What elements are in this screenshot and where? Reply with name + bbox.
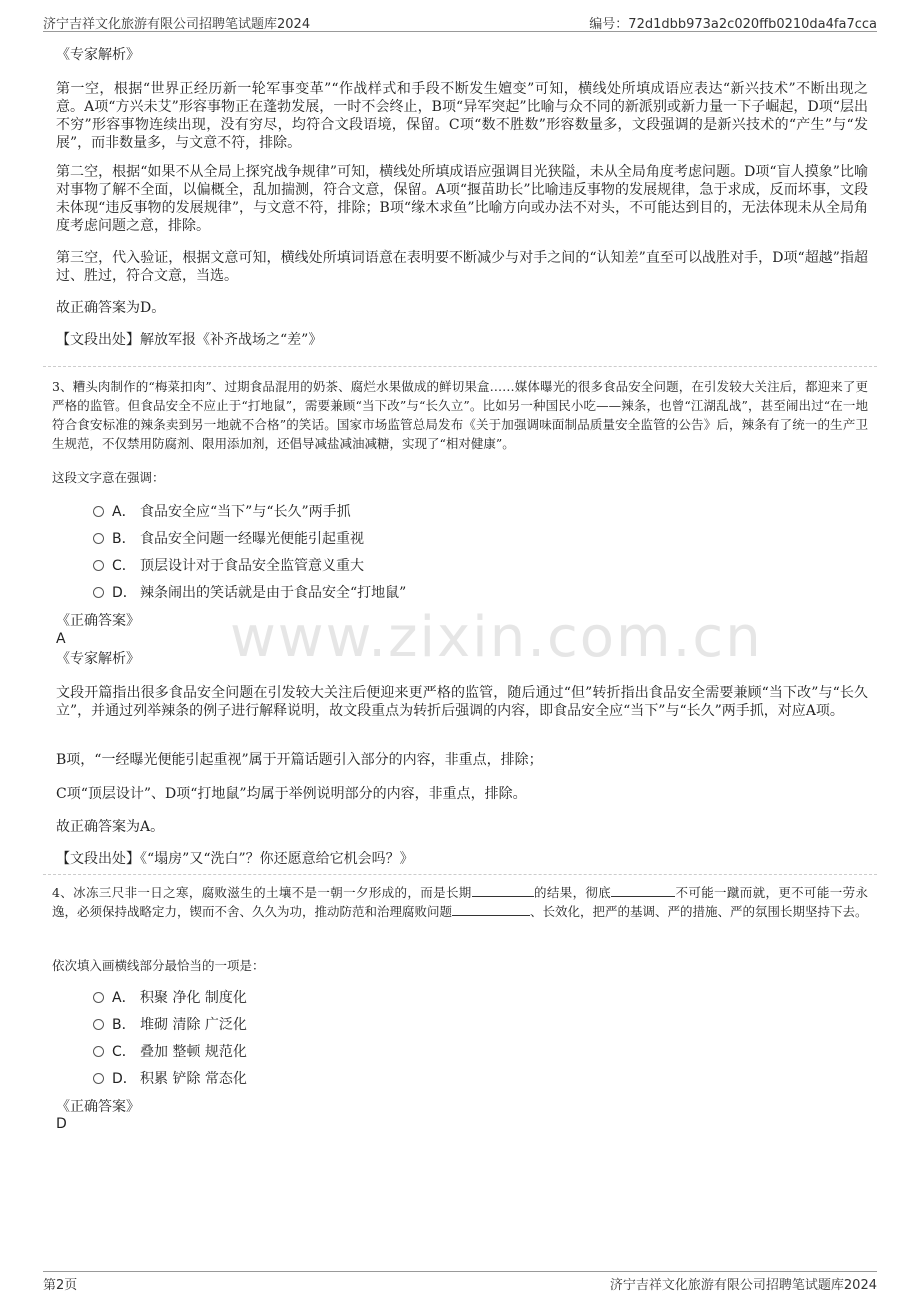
radio-icon[interactable] bbox=[93, 1073, 104, 1084]
q4-option-a[interactable]: A． 积聚 净化 制度化 bbox=[93, 988, 247, 1008]
q3-prompt: 这段文字意在强调： bbox=[52, 470, 165, 485]
q2-source: 【文段出处】解放军报《补齐战场之“差”》 bbox=[56, 332, 323, 348]
header-rule bbox=[43, 31, 877, 32]
page-header bbox=[0, 0, 920, 34]
q3-answer-label: 《正确答案》 bbox=[56, 613, 140, 629]
radio-icon[interactable] bbox=[93, 533, 104, 544]
question-divider bbox=[43, 366, 877, 367]
q3-analysis-p1: 文段开篇指出很多食品安全问题在引发较大关注后便迎来更严格的监管，随后通过“但”转折指出食品安全需要兼顾“当下改”与“长久立”，并通过列举辣条的例子进行解释说明，故文段重点为转折后强调的内容，即食品安全应“当下”与“长久”两手抓，对应A项。 bbox=[56, 685, 868, 719]
header-title: 济宁吉祥文化旅游有限公司招聘笔试题库2024 bbox=[43, 17, 311, 32]
radio-icon[interactable] bbox=[93, 587, 104, 598]
q3-stem: 3、糟头肉制作的“梅菜扣肉”、过期食品混用的奶茶、腐烂水果做成的鲜切果盒……媒体曝光的很多食品安全问题，在引发较大关注后，都迎来了更严格的监管。但食品安全不应止于“打地鼠”，需要兼顾“当下改”与“长久立”。比如另一种国民小吃——辣条，也曾“江湖乱战”，甚至闹出过“在一地符合食安标准的辣条卖到另一地就不合格”的笑话。国家市场监管总局发布《关于加强调味面制品质量安全监管的公告》后，辣条有了统一的生产卫生规范，不仅禁用防腐剂、限用添加剂，还倡导减盐减油减糖，实现了“相对健康”。 bbox=[52, 379, 868, 451]
q2-analysis-p3: 第三空，代入验证，根据文意可知，横线处所填词语意在表明要不断减少与对手之间的“认知差”直至可以战胜对手，D项“超越”指超过、胜过，符合文意，当选。 bbox=[56, 250, 868, 284]
q3-option-b[interactable]: B． 食品安全问题一经曝光便能引起重视 bbox=[93, 529, 364, 549]
q3-analysis-p3: C项“顶层设计”、D项“打地鼠”均属于举例说明部分的内容，非重点，排除。 bbox=[56, 786, 527, 802]
radio-icon[interactable] bbox=[93, 1046, 104, 1057]
question-divider bbox=[43, 874, 877, 875]
page-number: 第2页 bbox=[43, 1278, 78, 1293]
q2-analysis-p2: 第二空，根据“如果不从全局上探究战争规律”可知，横线处所填成语应强调目光狭隘，未从全局角度考虑问题。D项“盲人摸象”比喻对事物了解不全面，以偏概全，乱加揣测，符合文意，保留。A项“揠苗助长”比喻违反事物的发展规律，急于求成，反而坏事，文段未体现“违反事物的发展规律”，与文意不符，排除；B项“缘木求鱼”比喻方向或办法不对头，不可能达到目的，无法体现未从全局角度考虑问题之意，排除。 bbox=[56, 164, 868, 234]
q4-option-b[interactable]: B． 堆砌 清除 广泛化 bbox=[93, 1015, 247, 1035]
blank-2 bbox=[611, 883, 675, 897]
q4-answer: D bbox=[56, 1116, 67, 1132]
q3-expert-label: 《专家解析》 bbox=[56, 651, 140, 667]
q3-conclusion: 故正确答案为A。 bbox=[56, 819, 165, 835]
watermark: www.zixin.com.cn bbox=[230, 605, 763, 670]
q4-option-d[interactable]: D． 积累 铲除 常态化 bbox=[93, 1069, 247, 1089]
q4-answer-label: 《正确答案》 bbox=[56, 1099, 140, 1115]
footer-rule bbox=[43, 1271, 877, 1272]
radio-icon[interactable] bbox=[93, 560, 104, 571]
radio-icon[interactable] bbox=[93, 506, 104, 517]
blank-1 bbox=[472, 883, 534, 897]
radio-icon[interactable] bbox=[93, 992, 104, 1003]
q3-analysis-p2: B项，“一经曝光便能引起重视”属于开篇话题引入部分的内容，非重点，排除； bbox=[56, 752, 543, 768]
q2-conclusion: 故正确答案为D。 bbox=[56, 300, 166, 316]
footer-title: 济宁吉祥文化旅游有限公司招聘笔试题库2024 bbox=[609, 1278, 877, 1293]
radio-icon[interactable] bbox=[93, 1019, 104, 1030]
blank-3 bbox=[452, 902, 530, 916]
q4-stem: 4、冰冻三尺非一日之寒，腐败滋生的土壤不是一朝一夕形成的，而是长期 的结果，彻底 不可能一蹴而就，更不可能一劳永逸，必须保持战略定力，锲而不舍、久久为功，推动防范和治理腐败问题 、长效化，把严的基调、严的措施、严的氛围长期坚持下去。 bbox=[52, 885, 868, 919]
q2-analysis-p1: 第一空，根据“世界正经历新一轮军事变革”“作战样式和手段不断发生嬗变”可知，横线处所填成语应表达“新兴技术”不断出现之意。A项“方兴未艾”形容事物正在蓬勃发展，一时不会终止，B项“异军突起”比喻与众不同的新派别或新力量一下子崛起，D项“层出不穷”形容事物连续出现，没有穷尽，均符合文段语境，保留。C项“数不胜数”形容数量多，文段强调的是新兴技术的“产生”与“发展”，而非数量多，与文意不符，排除。 bbox=[56, 81, 868, 151]
q2-expert-label: 《专家解析》 bbox=[56, 47, 140, 63]
q4-option-c[interactable]: C． 叠加 整顿 规范化 bbox=[93, 1042, 247, 1062]
q3-option-d[interactable]: D． 辣条闹出的笑话就是由于食品安全“打地鼠” bbox=[93, 583, 406, 603]
q3-option-a[interactable]: A． 食品安全应“当下”与“长久”两手抓 bbox=[93, 502, 351, 522]
q4-prompt: 依次填入画横线部分最恰当的一项是： bbox=[52, 958, 265, 973]
q3-answer: A bbox=[56, 631, 66, 647]
q3-option-c[interactable]: C． 顶层设计对于食品安全监管意义重大 bbox=[93, 556, 364, 576]
header-doc-id: 编号：72d1dbb973a2c020ffb0210da4fa7cca bbox=[589, 17, 877, 32]
q3-source: 【文段出处】《“塌房”又“洗白”？你还愿意给它机会吗？》 bbox=[56, 851, 414, 867]
